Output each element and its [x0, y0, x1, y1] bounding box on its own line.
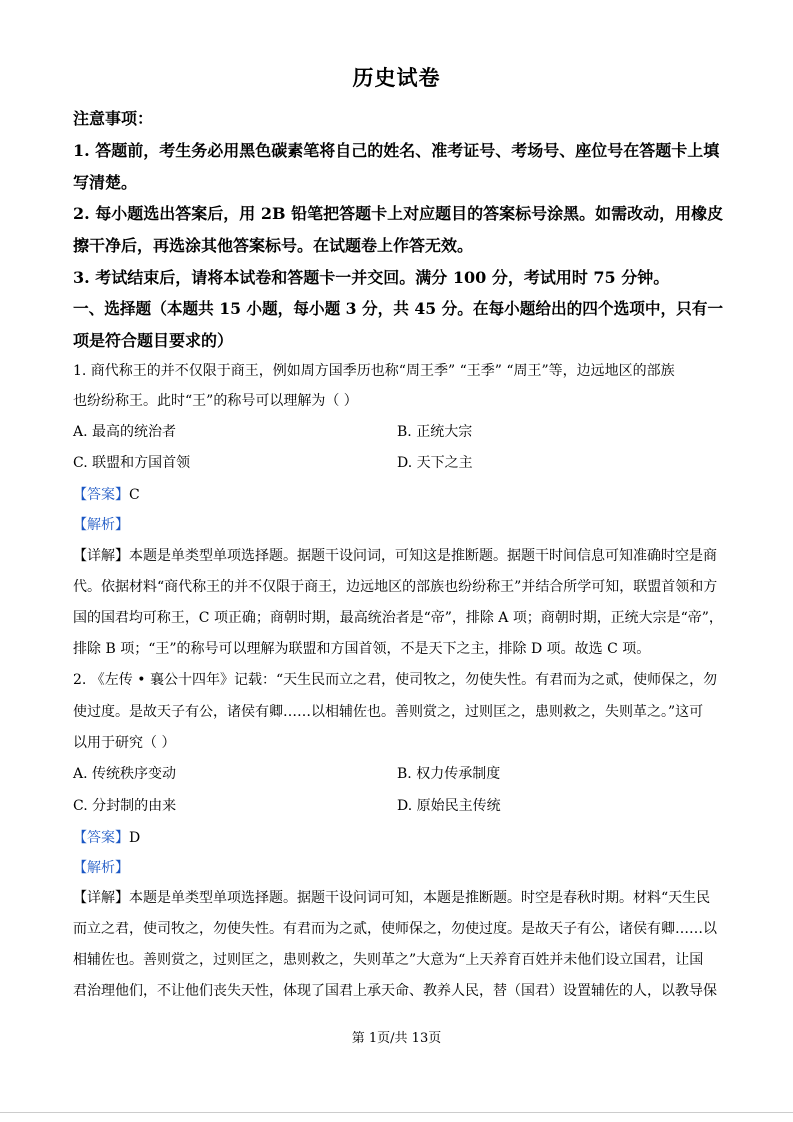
notice-item-2-line-2: 擦干净后，再选涂其他答案标号。在试题卷上作答无效。	[73, 236, 474, 255]
page-number: 第 1页/共 13页	[351, 1031, 442, 1046]
option-b: B. 权力传承制度	[397, 766, 501, 782]
detail-line: 【详解】本题是单类型单项选择题。据题干设问词可知，本题是推断题。时空是春秋时期。材料“天生民	[73, 890, 711, 906]
option-b: B. 正统大宗	[397, 424, 473, 440]
question-stem-line: 以用于研究（ ）	[73, 735, 176, 751]
notice-item-3: 3. 考试结束后，请将本试卷和答题卡一并交回。满分 100 分，考试用时 75 分钟。	[73, 268, 670, 287]
section-heading-line-1: 一、选择题（本题共 15 小题，每小题 3 分，共 45 分。在每小题给出的四个选项中，只有一	[73, 299, 724, 318]
page-title: 历史试卷	[352, 65, 441, 90]
answer-tag: 【答案】	[73, 830, 129, 846]
section-heading-line-2: 项是符合题目要求的）	[73, 331, 234, 350]
option-c: C. 联盟和方国首领	[73, 455, 191, 471]
detail-line: 排除 B 项；“王”的称号可以理解为联盟和方国首领，不是天下之主，排除 D 项。故选 C 项。	[73, 641, 651, 657]
answer-line	[73, 484, 140, 504]
option-a: A. 最高的统治者	[73, 424, 177, 440]
answer-value: D	[129, 830, 141, 846]
question-stem-line: 使过度。是故天子有公，诸侯有卿……以相辅佐也。善则赏之，过则匡之，患则救之，失则革之。”这可	[73, 704, 704, 720]
option-a: A. 传统秩序变动	[73, 766, 177, 782]
detail-line: 而立之君，使司牧之，勿使失性。有君而为之贰，使师保之，勿使过度。是故天子有公，诸侯有卿……以	[73, 921, 717, 937]
analysis-tag: 【解析】	[73, 860, 129, 876]
page-bottom-divider	[0, 1112, 793, 1113]
option-d: D. 天下之主	[397, 455, 473, 471]
detail-line: 【详解】本题是单类型单项选择题。据题干设问词，可知这是推断题。据题干时间信息可知准确时空是商	[73, 548, 717, 564]
answer-line	[73, 827, 140, 847]
notice-item-2-line-1: 2. 每小题选出答案后，用 2B 铅笔把答题卡上对应题目的答案标号涂黑。如需改动，用橡皮	[73, 204, 724, 223]
answer-value: C	[129, 487, 140, 503]
detail-line: 君治理他们，不让他们丧失天性，体现了国君上承天命、教养人民，替（国君）设置辅佐的人，以教导保	[73, 983, 717, 999]
detail-line: 国的国君均可称王，C 项正确；商朝时期，最高统治者是“帝”，排除 A 项；商朝时期，正统大宗是“帝”，	[73, 610, 723, 626]
notice-heading: 注意事项：	[73, 109, 154, 128]
question-stem-line: 也纷纷称王。此时“王”的称号可以理解为（ ）	[73, 393, 358, 409]
detail-line: 代。依据材料“商代称王的并不仅限于商王，边远地区的部族也纷纷称王”并结合所学可知，联盟首领和方	[73, 579, 718, 595]
notice-item-1-line-1: 1. 答题前，考生务必用黑色碳素笔将自己的姓名、准考证号、考场号、座位号在答题卡上填	[73, 141, 720, 160]
option-d: D. 原始民主传统	[397, 798, 501, 814]
question-stem-line: 2. 《左传 • 襄公十四年》记载：“天生民而立之君，使司牧之，勿使失性。有君而为之贰，使师保之，勿	[73, 672, 718, 688]
question-stem-line: 1. 商代称王的并不仅限于商王，例如周方国季历也称“周王季” “王季” “周王”等，边远地区的部族	[73, 363, 675, 379]
detail-line: 相辅佐也。善则赏之，过则匡之，患则救之，失则革之”大意为“上天养育百姓并未他们设立国君，让国	[73, 952, 704, 968]
answer-tag: 【答案】	[73, 487, 129, 503]
analysis-tag: 【解析】	[73, 517, 129, 533]
notice-item-1-line-2: 写清楚。	[73, 173, 138, 192]
option-c: C. 分封制的由来	[73, 798, 177, 814]
